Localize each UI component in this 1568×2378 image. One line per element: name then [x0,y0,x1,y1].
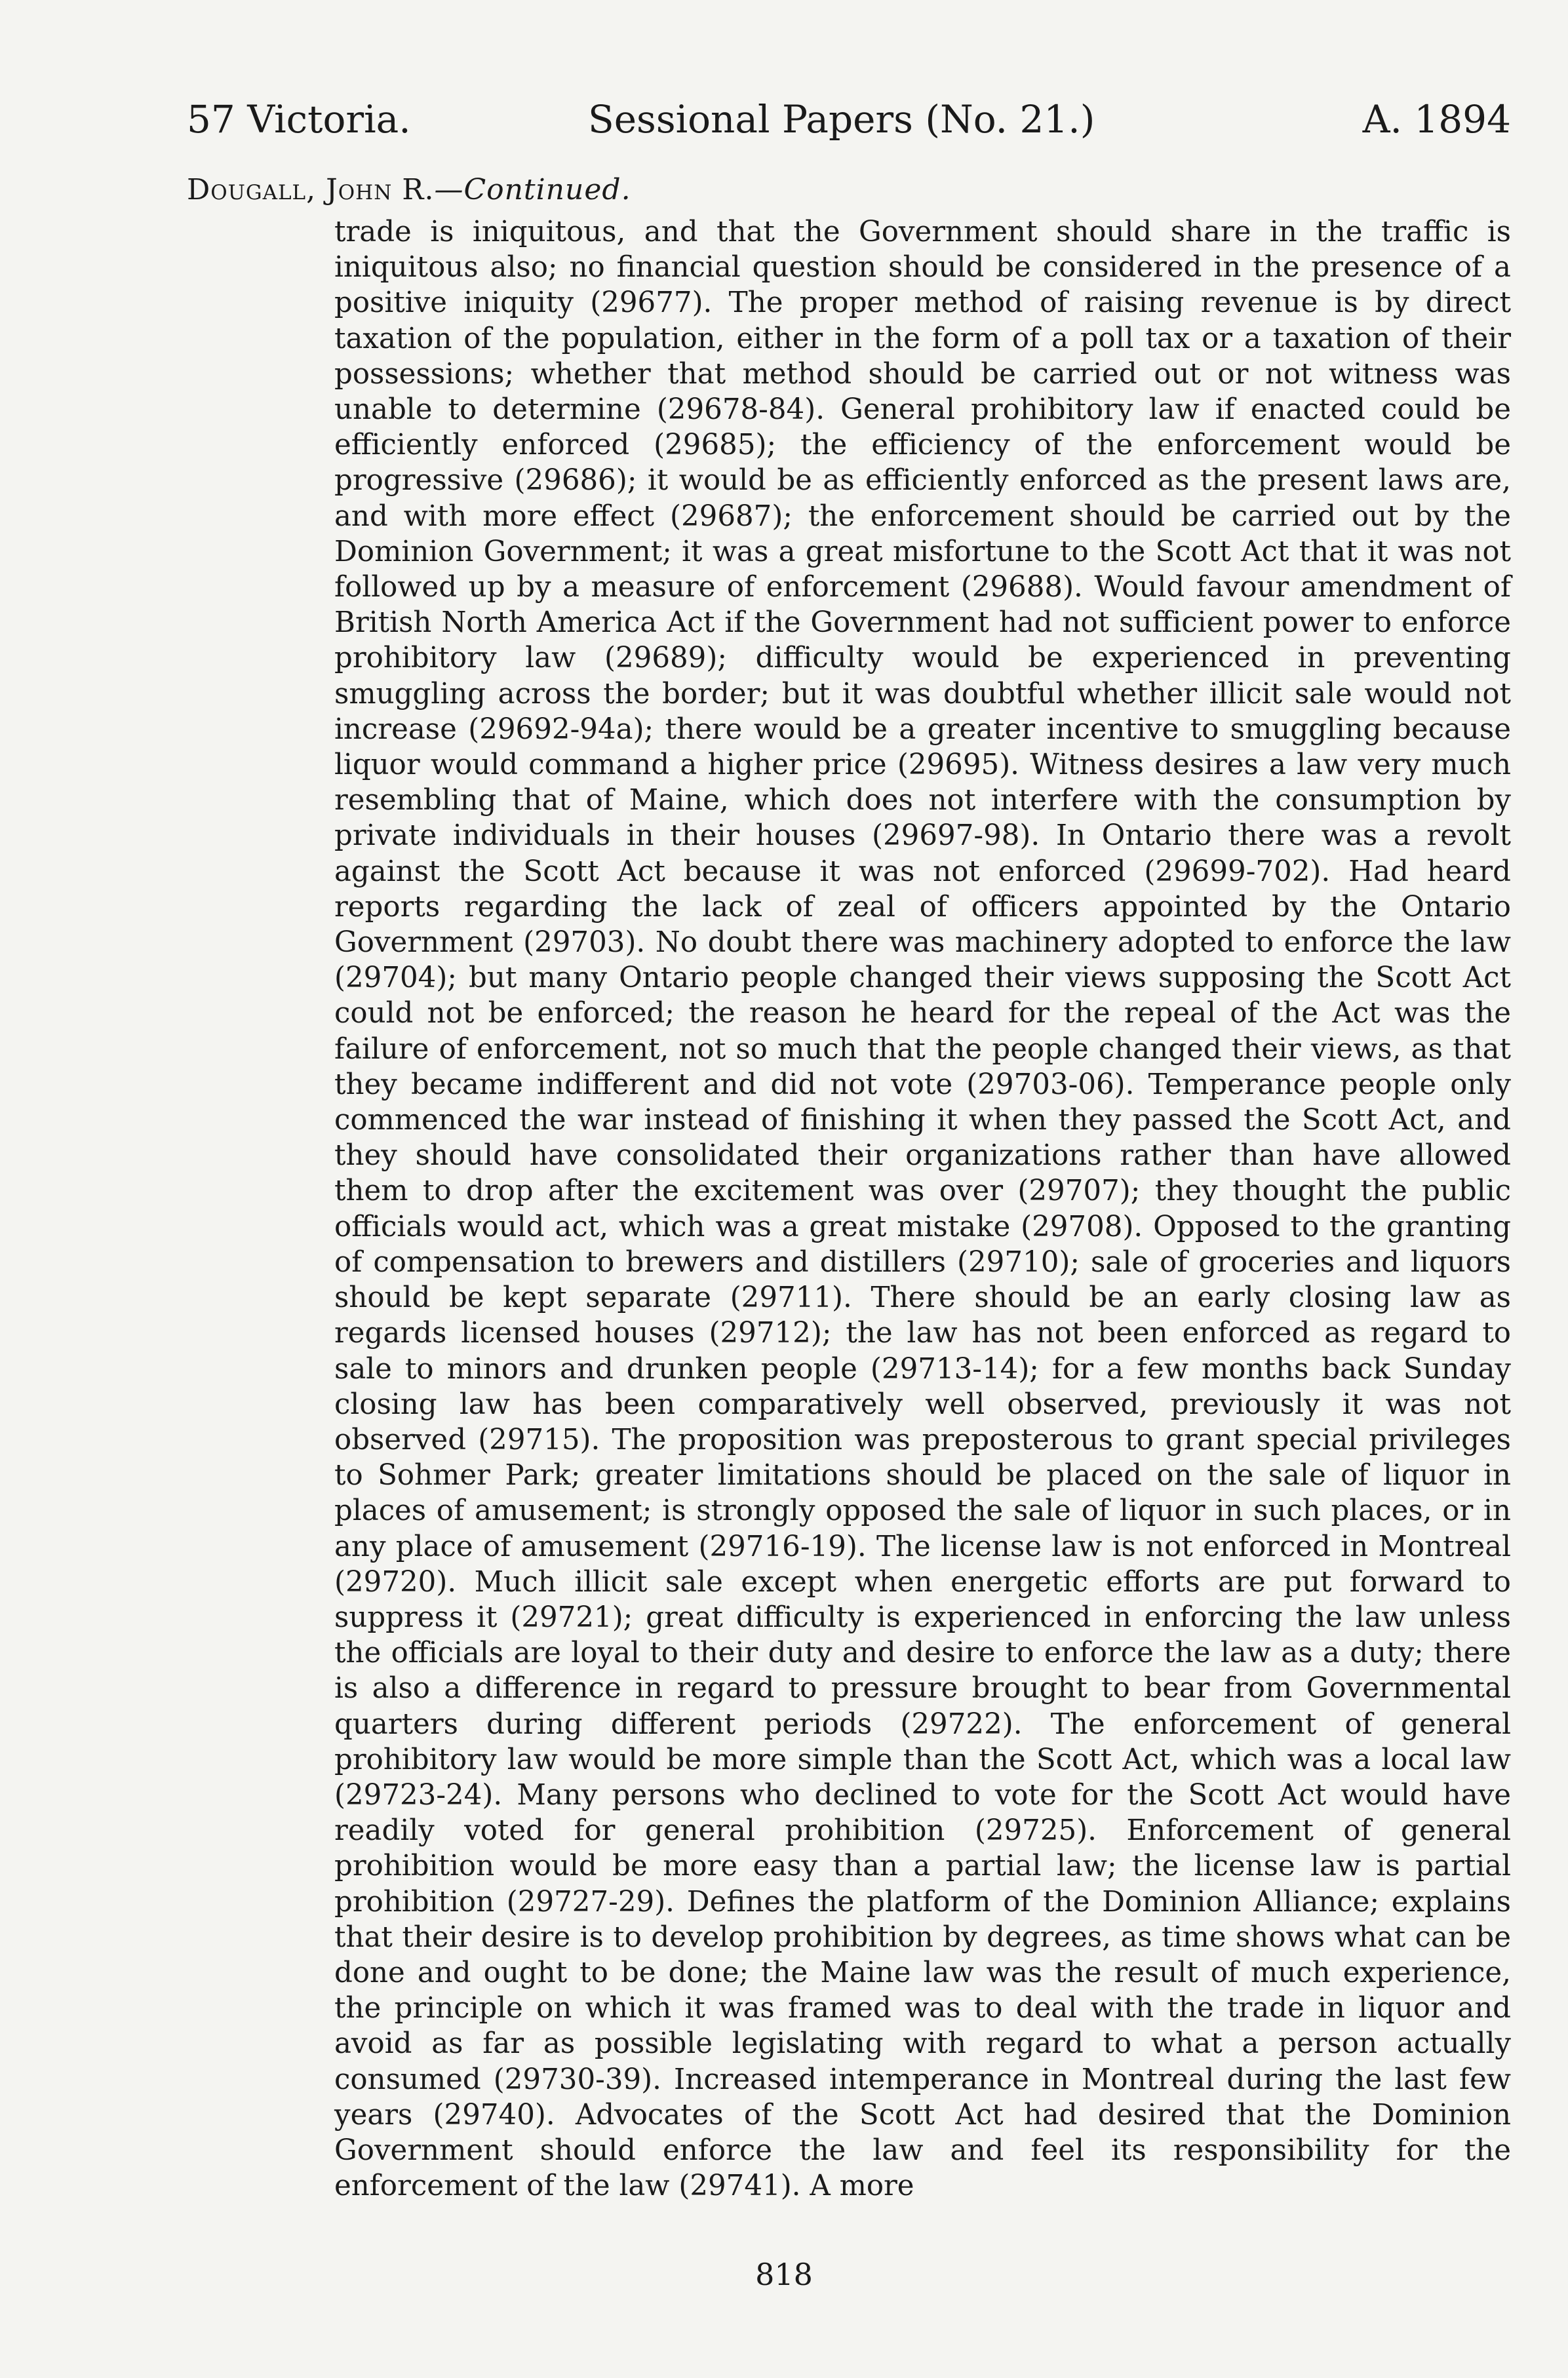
entry-body [334,214,1511,2204]
header-title: Sessional Papers (No. 21.) [588,97,1095,142]
witness-name: Dougall, John R. [187,173,435,206]
entry-heading [187,172,631,208]
continued-label: —Continued. [434,173,631,206]
page-number: 818 [755,2257,813,2292]
header-regnal-year: 57 Victoria. [187,97,411,142]
header-year: A. 1894 [1362,97,1511,142]
running-header [187,93,1511,146]
body-paragraph: trade is iniquitous, and that the Government should share in the traffic is iniquitous also; no financial question should be considered in the presence of a positive iniquity (29677). The proper method of raising revenue is by direct taxation of the population, either in the form of a poll tax or a taxation of their possessions; whether that method should be carried out or not witness was unable to determine (29678-84). General prohibitory law if enacted could be efficiently enforced (29685); the efficiency of the enforcement would be progressive (29686); it would be as efficiently enforced as the present laws are, and with more effect (29687); the enforcement should be carried out by the Dominion Government; it was a great misfortune to the Scott Act that it was not followed up by a measure of enforcement (29688). Would favour amendment of British North America Act if the Government had not sufficient power to enforce prohibitory law (29689); difficulty would be experienced in preventing smuggling across the border; but it was doubtful whether illicit sale would not increase (29692-94a); there would be a greater incentive to smuggling because liquor would command a higher price (29695). Witness desires a law very much resembling that of Maine, which does not interfere with the consumption by private individuals in their houses (29697-98). In Ontario there was a revolt against the Scott Act because it was not enforced (29699-702). Had heard reports regarding the lack of zeal of officers appointed by the Ontario Government (29703). No doubt there was machinery adopted to enforce the law (29704); but many Ontario people changed their views supposing the Scott Act could not be enforced; the reason he heard for the repeal of the Act was the failure of enforcement, not so much that the people changed their views, as that they became indifferent and did not vote (29703-06). Temperance people only commenced the war instead of finishing it when they passed the Scott Act, and they should have consolidated their organizations rather than have allowed them to drop after the excitement was over (29707); they thought the public officials would act, which was a great mistake (29708). Opposed to the granting of compensation to brewers and distillers (29710); sale of groceries and liquors should be kept separate (29711). There should be an early closing law as regards licensed houses (29712); the law has not been enforced as regard to sale to minors and drunken people (29713-14); for a few months back Sunday closing law has been comparatively well observed, previously it was not observed (29715). The proposition was preposterous to grant special privileges to Sohmer Park; greater limitations should be placed on the sale of liquor in places of amusement; is strongly opposed the sale of liquor in such places, or in any place of amusement (29716-19). The license law is not enforced in Montreal (29720). Much illicit sale except when energetic efforts are put forward to suppress it (29721); great difficulty is experienced in enforcing the law unless the officials are loyal to their duty and desire to enforce the law as a duty; there is also a difference in regard to pressure brought to bear from Governmental quarters during different periods (29722). The enforcement of general prohibitory law would be more simple than the Scott Act, which was a local law (29723-24). Many persons who declined to vote for the Scott Act would have readily voted for general prohibition (29725). Enforcement of general prohibition would be more easy than a partial law; the license law is partial prohibition (29727-29). Defines the platform of the Dominion Alliance; explains that their desire is to develop prohibition by degrees, as time shows what can be done and ought to be done; the Maine law was the result of much experience, the principle on which it was framed was to deal with the trade in liquor and avoid as far as possible legislating with regard to what a person actually consumed (29730-39). Increased intemperance in Montreal during the last few years (29740). Advocates of the Scott Act had desired that the Dominion Government should enforce the law and feel its responsibility for the enforcement of the law (29741). A more [334,216,1511,2203]
